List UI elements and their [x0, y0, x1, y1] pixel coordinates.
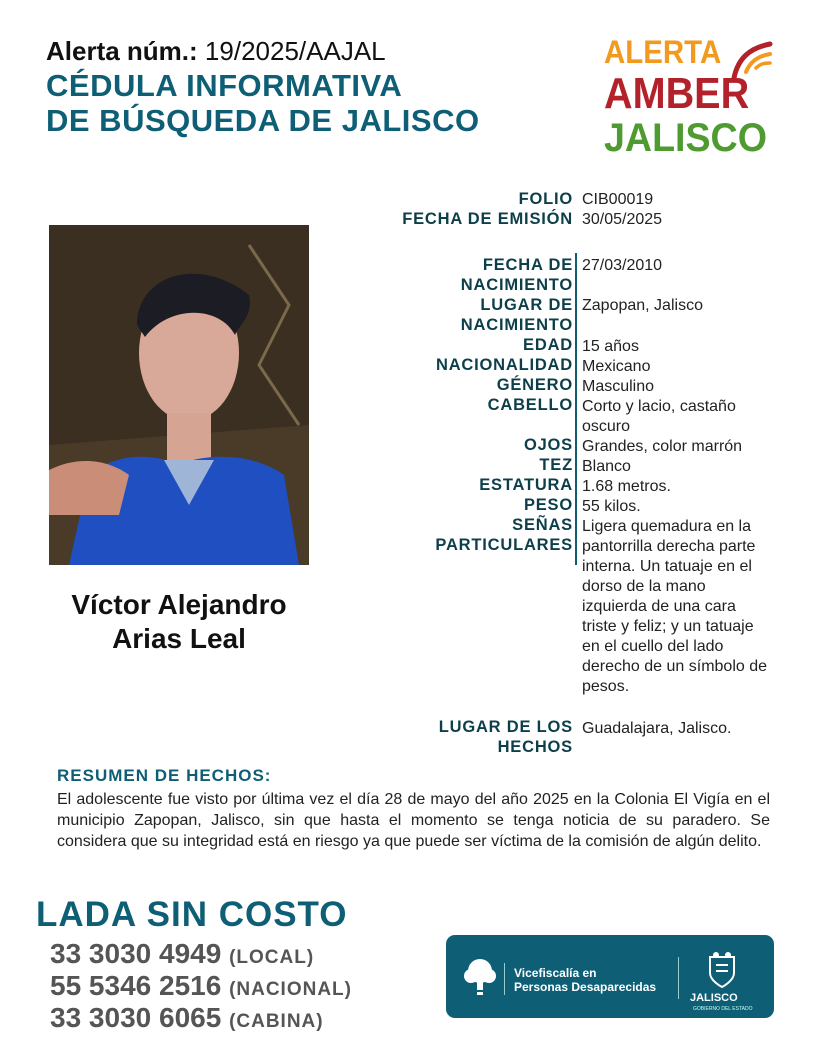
lugar-hechos-label1: LUGAR DE LOS	[438, 718, 573, 736]
nacimiento-label1: FECHA DE	[482, 256, 573, 274]
phone-number: 33 3030 4949	[50, 938, 222, 969]
senas-line: interna. Un tatuaje en el	[582, 558, 752, 575]
nacimiento-label2: NACIMIENTO	[460, 276, 573, 294]
cabello-label: CABELLO	[487, 396, 573, 414]
person-first-name: Víctor Alejandro	[71, 589, 287, 620]
estatura-value: 1.68 metros.	[582, 478, 671, 495]
banner-line1: Vicefiscalía en	[514, 966, 597, 980]
senas-line: izquierda de una cara	[582, 598, 736, 615]
tree-icon	[462, 957, 498, 997]
peso-value: 55 kilos.	[582, 498, 641, 515]
senas-line: pesos.	[582, 678, 630, 695]
banner-text	[514, 966, 656, 994]
edad-label: EDAD	[523, 336, 573, 354]
nacimiento-value: 27/03/2010	[582, 257, 663, 274]
banner-divider	[504, 963, 505, 995]
banner-line2: Personas Desaparecidas	[514, 980, 657, 994]
cabello-value1: Corto y lacio, castaño	[582, 398, 736, 415]
nacionalidad-value: Mexicano	[582, 358, 651, 375]
banner-divider	[678, 957, 679, 999]
signal-waves-icon	[728, 36, 776, 84]
phone-tag: (LOCAL)	[229, 947, 315, 968]
senas-line: Ligera quemadura en la	[582, 518, 752, 535]
ojos-value: Grandes, color marrón	[582, 438, 743, 455]
senas-line: en el cuello del lado	[582, 638, 724, 655]
logo-alerta: ALERTA	[604, 34, 722, 70]
alert-number	[46, 36, 386, 67]
logo-jalisco: JALISCO	[604, 116, 767, 160]
tez-value: Blanco	[582, 458, 631, 475]
jalisco-seal-icon	[704, 951, 740, 989]
lugar-nac-label1: LUGAR DE	[480, 296, 573, 314]
tez-label: TEZ	[539, 456, 573, 474]
alert-code: 19/2025/AAJAL	[204, 36, 386, 66]
logo-amber: AMBER	[604, 69, 750, 118]
cabello-value2: oscuro	[582, 418, 631, 435]
phone-nacional[interactable]	[50, 970, 352, 1002]
senas-label2: PARTICULARES	[435, 536, 573, 554]
vicefiscalia-banner	[446, 935, 774, 1018]
summary-text: El adolescente fue visto por última vez el día 28 de mayo del año 2025 en la Colonia El Vigía en el municipio Zapopan, Jalisco, sin que hasta el momento se tenga noticia de su paradero. Se considera que su integridad está en riesgo ya que puede ser víctima de la comisión de algún delito.	[57, 791, 770, 850]
genero-value: Masculino	[582, 378, 655, 395]
edad-value: 15 años	[582, 338, 639, 355]
genero-label: GÉNERO	[496, 376, 573, 394]
lugar-hechos-label2: HECHOS	[497, 738, 573, 756]
page-title-line2: DE BÚSQUEDA DE JALISCO	[46, 103, 480, 138]
phone-tag: (NACIONAL)	[229, 979, 352, 1000]
alert-prefix: Alerta núm.:	[46, 36, 198, 66]
folio-value: CIB00019	[582, 191, 654, 208]
lugar-hechos-value: Guadalajara, Jalisco.	[582, 720, 732, 737]
alerta-amber-logo	[604, 34, 779, 159]
phone-local[interactable]	[50, 938, 314, 970]
lugar-nac-label2: NACIMIENTO	[460, 316, 573, 334]
peso-label: PESO	[523, 496, 573, 514]
lugar-nac-value: Zapopan, Jalisco	[582, 297, 703, 314]
banner-sub: GOBIERNO DEL ESTADO	[693, 1006, 753, 1012]
banner-brand: JALISCO	[690, 992, 738, 1004]
senas-line: derecho de un símbolo de	[582, 658, 768, 675]
phone-number: 55 5346 2516	[50, 970, 222, 1001]
person-portrait-icon	[49, 225, 309, 565]
nacionalidad-label: NACIONALIDAD	[435, 356, 573, 374]
person-photo	[49, 225, 309, 565]
phone-tag: (CABINA)	[229, 1011, 324, 1032]
senas-label1: SEÑAS	[512, 516, 573, 534]
summary-title: RESUMEN DE HECHOS:	[57, 766, 272, 785]
senas-line: dorso de la mano	[582, 578, 706, 595]
senas-line: triste y feliz; y un tatuaje	[582, 618, 754, 635]
ojos-label: OJOS	[523, 436, 573, 454]
person-last-name: Arias Leal	[112, 623, 246, 654]
emision-label: FECHA DE EMISIÓN	[402, 210, 573, 228]
senas-line: pantorrilla derecha parte	[582, 538, 756, 555]
page-title-line1: CÉDULA INFORMATIVA	[46, 68, 403, 103]
folio-label: FOLIO	[518, 190, 573, 208]
person-name	[20, 588, 338, 656]
phone-number: 33 3030 6065	[50, 1002, 222, 1033]
emision-value: 30/05/2025	[582, 211, 663, 228]
phone-cabina[interactable]	[50, 1002, 324, 1034]
field-divider	[575, 253, 577, 565]
estatura-label: ESTATURA	[479, 476, 573, 494]
lada-title: LADA SIN COSTO	[36, 895, 348, 934]
